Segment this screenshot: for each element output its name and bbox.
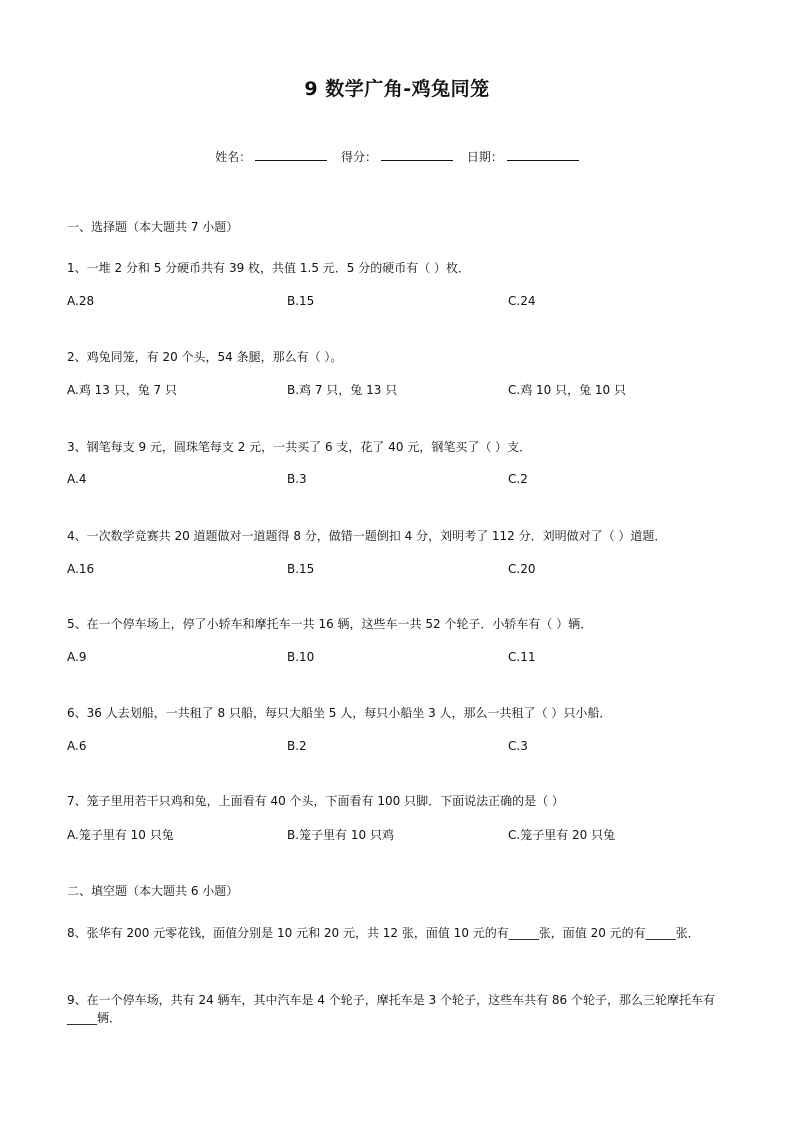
score-field[interactable] xyxy=(341,148,453,165)
question-8: 8、张华有 200 元零花钱，面值分别是 10 元和 20 元，共 12 张，面值 10 元的有_____张，面值 20 元的有_____张． xyxy=(67,926,700,940)
name-blank[interactable] xyxy=(255,150,327,161)
question-1-option-c[interactable]: C.24 xyxy=(508,294,536,308)
question-2: 2、鸡兔同笼，有 20 个头，54 条腿，那么有（ ）。 xyxy=(67,350,343,364)
question-5-option-a[interactable]: A.9 xyxy=(67,650,87,664)
question-6: 6、36 人去划船，一共租了 8 只船，每只大船坐 5 人，每只小船坐 3 人，那么一共租了（ ）只小船． xyxy=(67,706,612,720)
question-9: 9、在一个停车场，共有 24 辆车，其中汽车是 4 个轮子，摩托车是 3 个轮子，这些车共有 86 个轮子，那么三轮摩托车有_____辆． xyxy=(67,993,715,1025)
score-blank[interactable] xyxy=(381,150,453,161)
question-7: 7、笼子里用若干只鸡和兔，上面看有 40 个头，下面看有 100 只脚．下面说法正确的是（ ） xyxy=(67,794,564,808)
question-4-option-c[interactable]: C.20 xyxy=(508,562,536,576)
question-2-option-b[interactable]: B.鸡 7 只，兔 13 只 xyxy=(287,383,398,397)
question-2-option-a[interactable]: A.鸡 13 只，兔 7 只 xyxy=(67,383,177,397)
date-field[interactable] xyxy=(467,148,579,165)
question-7-option-c[interactable]: C.笼子里有 20 只兔 xyxy=(508,828,616,842)
question-6-option-b[interactable]: B.2 xyxy=(287,739,307,753)
question-6-option-a[interactable]: A.6 xyxy=(67,739,87,753)
question-5: 5、在一个停车场上，停了小轿车和摩托车一共 16 辆，这些车一共 52 个轮子．小轿车有（ ）辆． xyxy=(67,617,593,631)
question-3-option-c[interactable]: C.2 xyxy=(508,472,528,486)
name-field[interactable] xyxy=(215,148,327,165)
question-1: 1、一堆 2 分和 5 分硬币共有 39 枚，共值 1.5 元．5 分的硬币有（ ）枚． xyxy=(67,261,471,275)
question-7-option-a[interactable]: A.笼子里有 10 只兔 xyxy=(67,828,174,842)
score-label: 得分： xyxy=(340,150,377,164)
page-title: 9 数学广角-鸡兔同笼 xyxy=(304,78,490,100)
name-label: 姓名： xyxy=(215,150,252,164)
question-2-option-c[interactable]: C.鸡 10 只，兔 10 只 xyxy=(508,383,626,397)
question-4-option-b[interactable]: B.15 xyxy=(287,562,315,576)
question-3-option-a[interactable]: A.4 xyxy=(67,472,87,486)
question-1-option-b[interactable]: B.15 xyxy=(287,294,315,308)
student-info-row xyxy=(0,148,794,165)
question-3: 3、钢笔每支 9 元，圆珠笔每支 2 元，一共买了 6 支，花了 40 元，钢笔买了（ ）支． xyxy=(67,440,532,454)
question-4-option-a[interactable]: A.16 xyxy=(67,562,95,576)
section-heading-choice: 一、选择题（本大题共 7 小题） xyxy=(67,220,239,234)
question-6-option-c[interactable]: C.3 xyxy=(508,739,528,753)
question-7-option-b[interactable]: B.笼子里有 10 只鸡 xyxy=(287,828,394,842)
date-blank[interactable] xyxy=(507,150,579,161)
date-label: 日期： xyxy=(466,150,503,164)
question-1-option-a[interactable]: A.28 xyxy=(67,294,95,308)
question-4: 4、一次数学竞赛共 20 道题做对一道题得 8 分，做错一题倒扣 4 分，刘明考了 112 分．刘明做对了（ ）道题． xyxy=(67,529,667,543)
question-3-option-b[interactable]: B.3 xyxy=(287,472,307,486)
question-5-option-c[interactable]: C.11 xyxy=(508,650,536,664)
section-heading-fill: 二、填空题（本大题共 6 小题） xyxy=(67,884,239,898)
question-5-option-b[interactable]: B.10 xyxy=(287,650,315,664)
